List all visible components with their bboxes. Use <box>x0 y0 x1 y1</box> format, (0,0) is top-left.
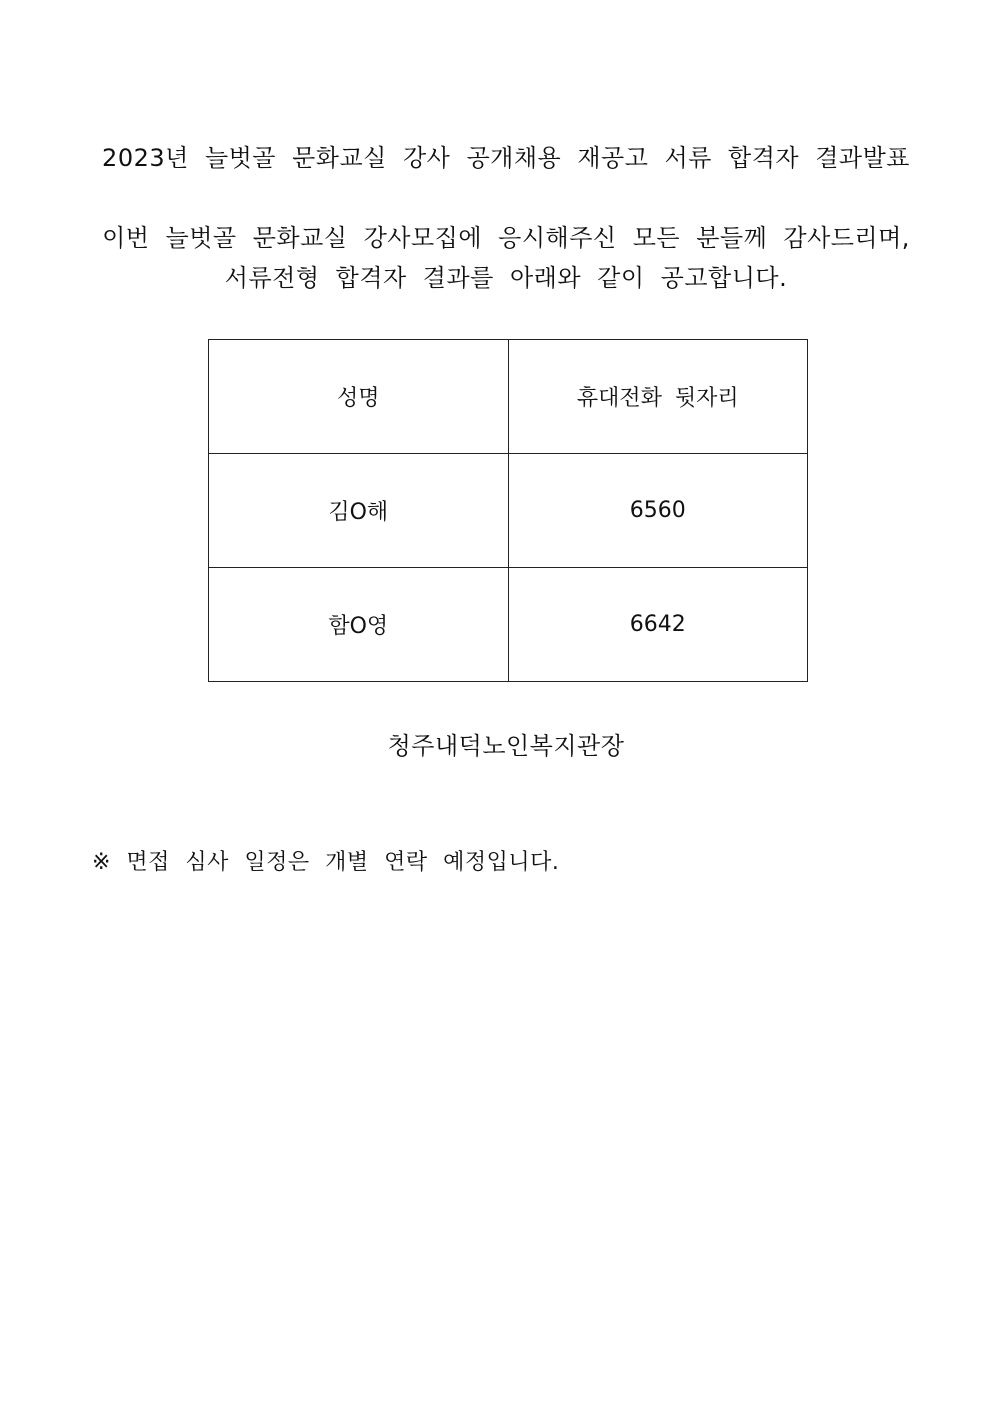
cell-phone-last-digits: 6560 <box>508 454 808 568</box>
cell-phone-last-digits: 6642 <box>508 568 808 682</box>
intro-line-1: 이번 늘벗골 문화교실 강사모집에 응시해주신 모든 분들께 감사드리며, <box>102 224 910 252</box>
cell-name: 함O영 <box>209 568 509 682</box>
header-name: 성명 <box>209 340 509 454</box>
table-header-row <box>209 340 808 454</box>
table-row <box>209 454 808 568</box>
interview-note: ※ 면접 심사 일정은 개별 연락 예정입니다. <box>92 850 560 875</box>
document-title: 2023년 늘벗골 문화교실 강사 공개채용 재공고 서류 합격자 결과발표 <box>102 144 910 172</box>
results-table <box>208 339 808 682</box>
cell-name: 김O해 <box>209 454 509 568</box>
table-row <box>209 568 808 682</box>
intro-line-2: 서류전형 합격자 결과를 아래와 같이 공고합니다. <box>224 264 788 292</box>
header-phone-last-digits: 휴대전화 뒷자리 <box>508 340 808 454</box>
organization-signature: 청주내덕노인복지관장 <box>387 732 625 760</box>
